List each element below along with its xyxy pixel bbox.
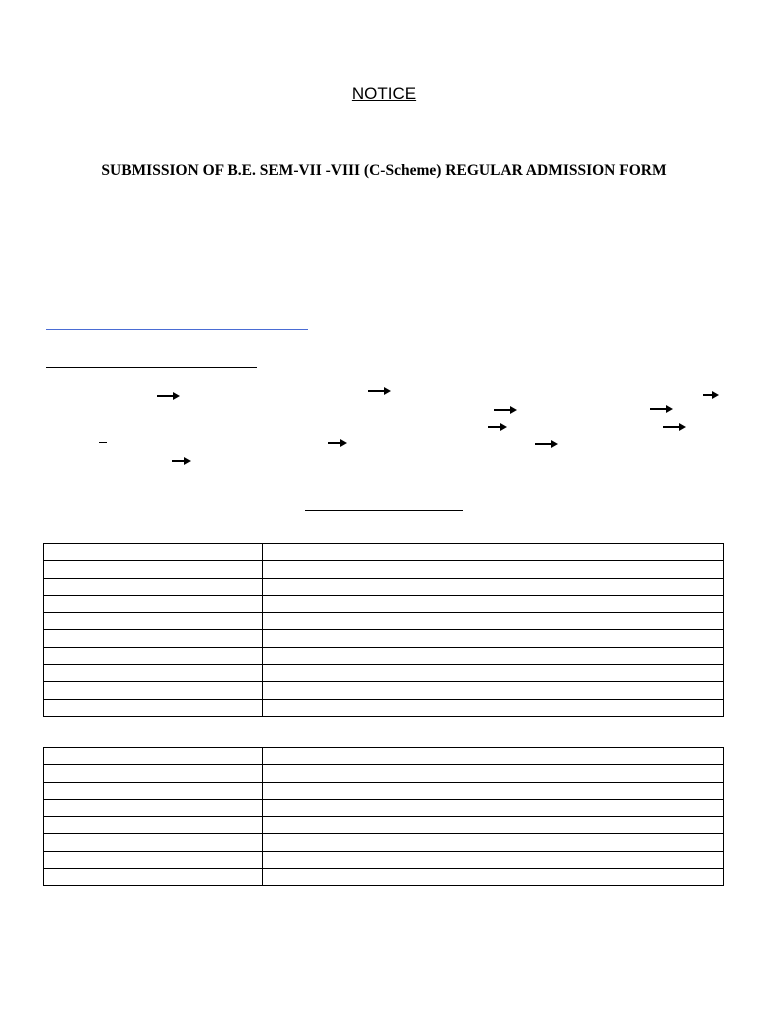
table-cell (263, 647, 724, 664)
section-heading-underline (46, 367, 257, 368)
table-cell (44, 817, 263, 834)
table-cell (44, 647, 263, 664)
right-arrow-icon (328, 438, 348, 448)
table-cell (263, 682, 724, 699)
table-cell (44, 613, 263, 630)
table-cell (263, 817, 724, 834)
table-cell (263, 851, 724, 868)
table-row (44, 682, 724, 699)
table-row (44, 544, 724, 561)
right-arrow-icon (172, 456, 192, 466)
table-cell (44, 578, 263, 595)
table-cell (44, 834, 263, 851)
table-row (44, 561, 724, 578)
table-row (44, 765, 724, 782)
link-underline[interactable] (46, 329, 308, 330)
table-row (44, 834, 724, 851)
details-table-2 (43, 747, 724, 886)
table-cell (44, 630, 263, 647)
table-cell (263, 613, 724, 630)
right-arrow-icon (650, 404, 674, 414)
table-cell (44, 682, 263, 699)
right-arrow-icon (535, 439, 559, 449)
dash-mark (99, 442, 107, 443)
table-row (44, 665, 724, 682)
table-row (44, 630, 724, 647)
table-cell (263, 765, 724, 782)
table-cell (263, 561, 724, 578)
table-cell (263, 869, 724, 886)
table-row (44, 817, 724, 834)
right-arrow-icon (703, 390, 720, 400)
right-arrow-icon (488, 422, 508, 432)
table-cell (263, 630, 724, 647)
table-cell (44, 851, 263, 868)
table-row (44, 748, 724, 765)
table-cell (263, 699, 724, 716)
notice-title: NOTICE (351, 84, 417, 103)
right-arrow-icon (157, 391, 181, 401)
table-cell (263, 782, 724, 799)
table-cell (263, 665, 724, 682)
table-cell (44, 869, 263, 886)
table-cell (263, 834, 724, 851)
table-heading-underline (305, 510, 463, 511)
table-cell (263, 578, 724, 595)
table-row (44, 851, 724, 868)
table-cell (44, 765, 263, 782)
table-cell (44, 799, 263, 816)
table-cell (44, 782, 263, 799)
table-row (44, 647, 724, 664)
table-cell (263, 748, 724, 765)
table-cell (44, 699, 263, 716)
table-cell (44, 561, 263, 578)
right-arrow-icon (368, 386, 392, 396)
table-row (44, 613, 724, 630)
details-table-1 (43, 543, 724, 717)
table-cell (44, 748, 263, 765)
table-row (44, 782, 724, 799)
table-cell (44, 665, 263, 682)
right-arrow-icon (663, 422, 687, 432)
table-row (44, 595, 724, 612)
table-cell (44, 544, 263, 561)
table-row (44, 699, 724, 716)
table-cell (263, 544, 724, 561)
right-arrow-icon (494, 405, 518, 415)
table-cell (263, 799, 724, 816)
table-row (44, 869, 724, 886)
table-cell (44, 595, 263, 612)
table-row (44, 799, 724, 816)
table-row (44, 578, 724, 595)
notice-subject: SUBMISSION OF B.E. SEM-VII -VIII (C-Scheme) REGULAR ADMISSION FORM (101, 162, 667, 179)
table-cell (263, 595, 724, 612)
